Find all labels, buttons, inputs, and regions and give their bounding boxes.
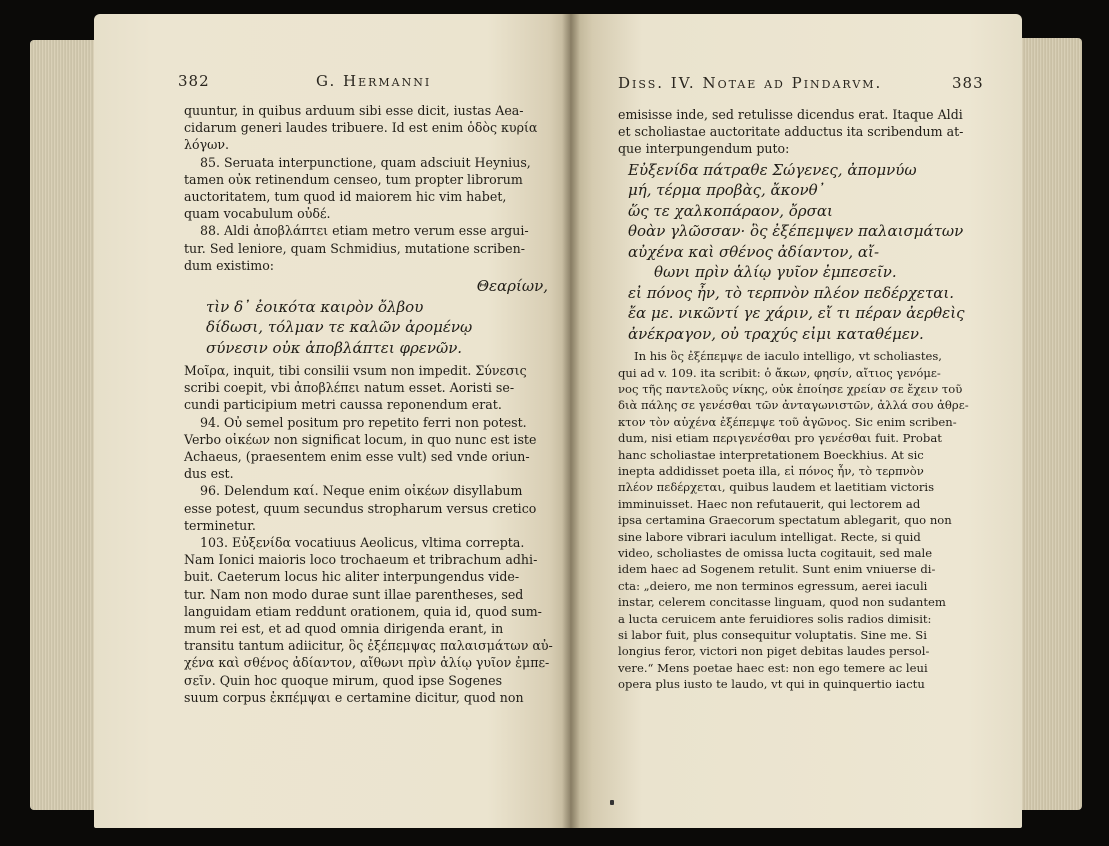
text-line: emisisse inde, sed retulisse dicendus erat. Itaque Aldi [618,107,963,122]
verse-line: μή, τέρμα προβὰς, ἄκονθ᾽ [628,181,826,200]
right-page [570,14,1022,828]
text-line: buit. Caeterum locus hic aliter interpungendus vide- [184,569,520,585]
commentary-line: a lucta ceruicem ante feruidiores solis radios dimisit: [618,611,932,626]
note-103: 103. Εὐξενίδα vocatiuus Aeolicus, vltima correpta. [200,535,525,551]
verse-line: θοὰν γλῶσσαν· ὃς ἐξέπεμψεν παλαισμάτων [628,222,964,241]
text-line: scribi coepit, vbi ἀποβλέπει natum esset. Aoristi se- [184,380,515,396]
commentary-line: νος τῆς παντελοῦς νίκης, οὐκ ἐποίησε χρείαν σε ἔχειν τοῦ [618,381,963,396]
commentary-line: cta: „deiero, me non terminos egressum, aerei iaculi [618,578,928,593]
text-line: esse potest, quum secundus stropharum versus cretico [184,500,537,516]
commentary-line: ipsa certamina Graecorum spectatum ablegarit, quo non [618,513,952,528]
commentary-line: In his ὃς ἐξέπεμψε de iaculo intelligo, vt scholiastes, [634,349,942,364]
right-page-number: 383 [952,74,984,92]
commentary-line: si labor fuit, plus consequitur voluptatis. Sine me. Si [618,628,927,643]
left-page-number: 382 [178,72,210,90]
verse-line: αὐχένα καὶ σθένος ἀδίαντον, αἴ- [628,242,880,261]
commentary-line: idem haec ad Sogenem retulit. Sunt enim vniuerse di- [618,562,936,577]
left-verse-quotation [206,276,554,358]
ink-spot [610,800,614,805]
verse-line: ἀνέκραγον, οὐ τραχύς εἰμι καταθέμεν. [628,324,924,343]
text-line: et scholiastae auctoritate adductus ita scribendum at- [618,124,964,140]
right-running-head: Diss. IV. Notae ad Pindarvm. [618,74,883,92]
verse-line: Θεαρίων, [476,277,548,296]
right-page-block-edge [1016,38,1082,810]
verse-line: ἔα με. νικῶντί γε χάριν, εἴ τι πέραν ἀερθεὶς [628,304,965,323]
commentary-line: dum, nisi etiam περιγενέσθαι pro γενέσθαι fuit. Probat [618,431,942,446]
right-page-text [618,106,984,693]
open-book [30,14,1082,832]
text-line: tur. Sed leniore, quam Schmidius, mutatione scriben- [184,240,526,256]
left-page-block-edge [30,40,102,810]
text-line: dus est. [184,466,234,482]
commentary-line: διὰ πάλης σε γενέσθαι τῶν ἀνταγωνιστῶν, ἀλλά σου ἀθρε- [618,398,969,413]
right-verse-quotation [628,160,984,345]
text-line: languidam etiam reddunt orationem, quia id, quod sum- [184,603,542,619]
text-line: tur. Nam non modo durae sunt illae parentheses, sed [184,586,524,602]
text-line: Μοῖρα, inquit, tibi consilii vsum non impedit. Σύνεσις [184,363,527,379]
left-running-head: G. Hermanni [316,72,432,90]
note-88: 88. Aldi ἀποβλάπτει etiam metro verum esse argui- [200,223,529,239]
text-line: terminetur. [184,517,256,533]
note-94: 94. Οὐ semel positum pro repetito ferri non potest. [200,414,527,430]
text-line: cundi participium metri caussa reponendum erat. [184,397,502,413]
verse-line: εἰ πόνος ἦν, τὸ τερπνὸν πλέον πεδέρχεται. [628,283,955,302]
commentary-line: inepta addidisset poeta illa, εἰ πόνος ἦν, τὸ τερπνὸν [618,463,924,478]
commentary-line: sine labore vibrari iaculum intelligat. Recte, si quid [618,529,921,544]
text-line: cidarum generi laudes tribuere. Id est enim ὁδὸς κυρία [184,120,538,136]
text-line: mum rei est, et ad quod omnia dirigenda erant, in [184,621,504,637]
text-line: transitu tantum adiicitur, ὃς ἐξέπεμψας παλαισμάτων αὐ- [184,638,553,654]
verse-line: Εὐξενίδα πάτραθε Σώγενες, ἀπομνύω [628,160,917,179]
text-line: auctoritatem, tum quod id maiorem hic vim habet, [184,189,507,205]
text-line: Verbo οἰκέων non significat locum, in quo nunc est iste [184,431,537,447]
text-line: quam vocabulum οὐδέ. [184,206,331,222]
text-line: tamen οὐκ retinendum censeo, tum propter librorum [184,171,523,187]
verse-line: σύνεσιν οὐκ ἀποβλάπτει φρενῶν. [206,338,463,357]
commentary-line: imminuisset. Haec non refutauerit, qui lectorem ad [618,496,921,511]
text-line: suum corpus ἐκπέμψαι e certamine dicitur, quod non [184,689,524,705]
commentary-line: instar, celerem concitasse linguam, quod non sudantem [618,595,946,610]
commentary-line: video, scholiastes de omissa lucta cogitauit, sed male [618,545,933,560]
commentary-line: πλέον πεδέρχεται, quibus laudem et laetitiam victoris [618,480,935,495]
commentary-line: opera plus iusto te laudo, vt qui in quinquertio iactu [618,677,925,692]
text-line: que interpungendum puto: [618,141,790,157]
left-page [94,14,574,828]
text-line: quuntur, in quibus arduum sibi esse dicit, iustas Aea- [184,103,524,118]
text-line: σεῖν. Quin hoc quoque mirum, quod ipse Sogenes [184,672,503,688]
note-96: 96. Delendum καί. Neque enim οἰκέων disyllabum [200,483,523,499]
verse-line: δίδωσι, τόλμαν τε καλῶν ἀρομένῳ [206,318,473,337]
commentary-line: hanc scholiastae interpretationem Boeckhius. At sic [618,447,924,462]
text-line: χένα καὶ σθένος ἀδίαντον, αἴθωνι πρὶν ἁλίῳ γυῖον ἐμπε- [184,655,550,671]
commentary-line: κτον τὸν αὐχένα ἐξέπεμψε τοῦ ἀγῶνος. Sic enim scriben- [618,414,957,429]
note-85: 85. Seruata interpunctione, quam adsciuit Heynius, [200,154,531,170]
text-line: dum existimo: [184,257,275,273]
book-gutter-shadow [562,14,580,828]
text-line: Achaeus, (praesentem enim esse vult) sed vnde oriun- [184,449,530,465]
verse-line: ὥς τε χαλκοπάραον, ὄρσαι [628,201,833,220]
left-page-text [184,102,554,706]
commentary-line: qui ad v. 109. ita scribit: ὁ ἄκων, φησίν, αἴτιος γενόμε- [618,365,941,380]
commentary-line: vere.“ Mens poetae haec est: non ego temere ac leui [618,660,928,675]
verse-line: θωνι πρὶν ἁλίῳ γυῖον ἐμπεσεῖν. [654,263,897,282]
commentary-line: longius feror, victori non piget debitas laudes persol- [618,644,930,659]
text-line: λόγων. [184,137,230,153]
text-line: Nam Ionici maioris loco trochaeum et tribrachum adhi- [184,552,538,568]
verse-line: τὶν δ᾽ ἐοικότα καιρὸν ὄλβου [206,297,424,316]
